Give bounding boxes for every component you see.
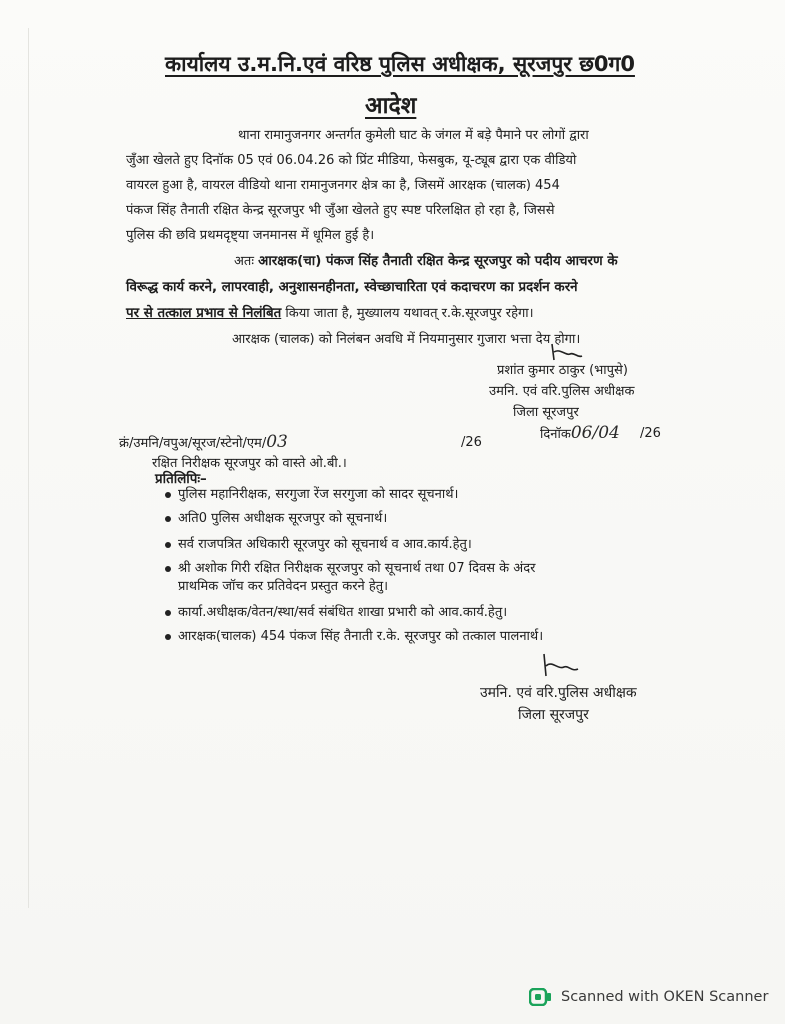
order-heading: आदेश: [365, 93, 417, 119]
reference-date: [540, 425, 620, 443]
para1-line5: पुलिस की छवि प्रथमदृष्ट्या जनमानस में धूमिल हुई है।: [126, 228, 375, 243]
reference-number: [119, 434, 288, 452]
copy-item: पुलिस महानिरीक्षक, सरगुजा रेंज सरगुजा को सादर सूचनार्थ।: [178, 486, 543, 504]
signatory-name: प्रशांत कुमार ठाकुर (भापुसे): [497, 363, 628, 378]
para3-line: आरक्षक (चालक) को निलंबन अवधि में नियमानुसार गुजारा भत्ता देय होगा।: [232, 332, 581, 347]
para2-line3: [126, 305, 534, 322]
suspension-phrase: पर से तत्काल प्रभाव से निलंबित: [126, 306, 282, 321]
oken-scanner-logo-icon: [529, 988, 553, 1006]
copy-item: कार्या.अधीक्षक/वेतन/स्था/सर्व संबंधित शाखा प्रभारी को आव.कार्य.हेतु।: [178, 604, 543, 622]
para2-prefix: अतः: [234, 254, 259, 269]
copy-list: [178, 486, 543, 646]
reference-number-handwritten: 03: [266, 432, 288, 452]
para2-line1: [234, 253, 618, 270]
para1-line4: पंकज सिंह तैनाती रक्षित केन्द्र सूरजपुर भी जुँआ खेलते हुए स्पष्ट परिलक्षित हो रहा है, जिससे: [126, 203, 555, 218]
signatory2-designation: उमनि. एवं वरि.पुलिस अधीक्षक: [480, 685, 637, 701]
copy-item-continuation: प्राथमिक जॉच कर प्रतिवेदन प्रस्तुत करने हेतु।: [178, 579, 389, 594]
signature-mark-1: [548, 342, 584, 364]
copy-item: अति0 पुलिस अधीक्षक सूरजपुर को सूचनार्थ।: [178, 510, 543, 528]
date-label: दिनॉक: [540, 427, 571, 442]
para1-line3: वायरल हुआ है, वायरल वीडियो थाना रामानुजनगर क्षेत्र का है, जिसमें आरक्षक (चालक) 454: [126, 178, 560, 193]
para2-line2: विरूद्ध कार्य करने, लापरवाही, अनुशासनहीनता, स्वेच्छाचारिता एवं कदाचरण का प्रदर्शन करने: [126, 280, 578, 295]
para1-line1: थाना रामानुजनगर अन्तर्गत कुमेली घाट के जंगल में बड़े पैमाने पर लोगों द्वारा: [238, 128, 589, 143]
scanner-watermark: [529, 988, 768, 1006]
copy-item: सर्व राजपत्रित अधिकारी सूरजपुर को सूचनार्थ व आव.कार्य.हेतु।: [178, 536, 543, 554]
copy-item: श्री अशोक गिरी रक्षित निरीक्षक सूरजपुर को सूचनार्थ तथा 07 दिवस के अंदर: [178, 560, 543, 578]
signatory-district: जिला सूरजपुर: [513, 405, 579, 420]
recipient-line: रक्षित निरीक्षक सूरजपुर को वास्ते ओ.बी.।: [152, 456, 347, 471]
signatory-designation: उमनि. एवं वरि.पुलिस अधीक्षक: [489, 384, 635, 399]
para1-line2: जुँआ खेलते हुए दिनॉक 05 एवं 06.04.26 को प्रिंट मीडिया, फेसबुक, यू-ट्यूब द्वारा एक वीडियो: [126, 153, 577, 168]
reference-number-text: क्रं/उमनि/वपुअ/सूरज/स्टेनो/एम/: [119, 436, 267, 451]
copy-item: आरक्षक(चालक) 454 पंकज सिंह तैनाती र.के. सूरजपुर को तत्काल पालनार्थ।: [178, 628, 543, 646]
para2-rest: किया जाता है, मुख्यालय यथावत् र.के.सूरजपुर रहेगा।: [281, 306, 534, 321]
para2-bold-start: आरक्षक(चा) पंकज सिंह तैनाती रक्षित केन्द्र सूरजपुर को पदीय आचरण के: [258, 254, 618, 269]
scanner-watermark-text: Scanned with OKEN Scanner: [561, 989, 769, 1005]
signatory2-district: जिला सूरजपुर: [518, 707, 589, 723]
copy-label: प्रतिलिपिः–: [155, 472, 207, 487]
reference-year: /26: [461, 435, 482, 450]
signature-mark-2: [540, 652, 580, 680]
date-year: /26: [640, 426, 661, 441]
date-handwritten: 06/04: [570, 423, 620, 443]
office-title: कार्यालय उ.म.नि.एवं वरिष्ठ पुलिस अधीक्षक, सूरजपुर छ0ग0: [165, 52, 635, 76]
